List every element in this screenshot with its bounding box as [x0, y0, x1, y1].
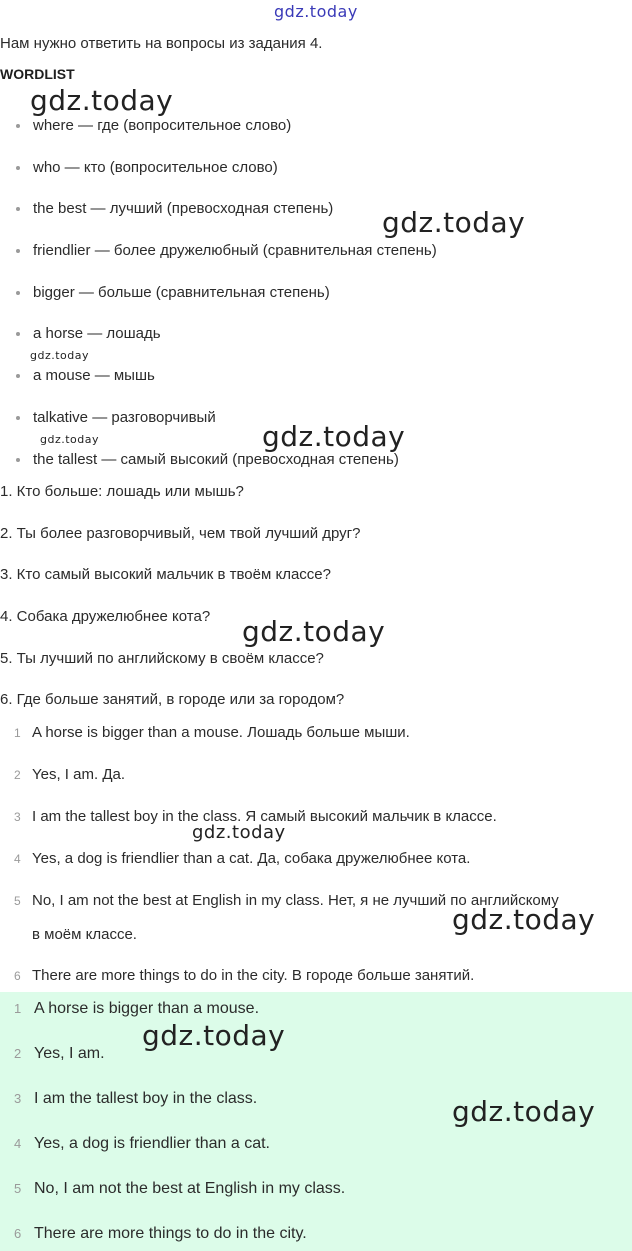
watermark: gdz.today: [142, 1019, 286, 1052]
final-answer-item: 4 Yes, a dog is friendlier than a cat.: [14, 1135, 270, 1152]
bullet-icon: [16, 332, 20, 336]
bullet-icon: [16, 166, 20, 170]
watermark: gdz.today: [30, 84, 174, 117]
final-answer-item: 3 I am the tallest boy in the class.: [14, 1090, 258, 1107]
answer-item: 3 I am the tallest boy in the class. Я самый высокий мальчик в классе.: [14, 808, 497, 825]
question-item: 3. Кто самый высокий мальчик в твоём классе?: [0, 566, 331, 583]
answer-item: 4 Yes, a dog is friendlier than a cat. Да, собака дружелюбнее кота.: [14, 850, 471, 867]
question-item: 1. Кто больше: лошадь или мышь?: [0, 483, 244, 500]
question-item: 4. Собака дружелюбнее кота?: [0, 608, 211, 625]
list-item: who — кто (вопросительное слово): [16, 159, 278, 176]
list-item: friendlier — более дружелюбный (сравнительная степень): [16, 242, 437, 259]
final-answer-item: 5 No, I am not the best at English in my class.: [14, 1180, 346, 1197]
bullet-icon: [16, 207, 20, 211]
answer-item: 1 A horse is bigger than a mouse. Лошадь больше мыши.: [14, 724, 410, 741]
final-answer-item: 1 A horse is bigger than a mouse.: [14, 1000, 260, 1017]
watermark: gdz.today: [242, 615, 386, 648]
watermark: gdz.today: [30, 349, 90, 362]
bullet-icon: [16, 458, 20, 462]
list-item: the tallest — самый высокий (превосходная степень): [16, 451, 399, 468]
bullet-icon: [16, 416, 20, 420]
question-item: 5. Ты лучший по английскому в своём классе?: [0, 650, 324, 667]
watermark: gdz.today: [382, 206, 526, 239]
intro-text: Нам нужно ответить на вопросы из задания 4.: [0, 35, 323, 52]
final-answer-item: 2 Yes, I am.: [14, 1045, 105, 1062]
list-item: where — где (вопросительное слово): [16, 117, 291, 134]
final-answer-item: 6 There are more things to do in the city.: [14, 1225, 307, 1242]
watermark: gdz.today: [40, 433, 100, 446]
wordlist-heading: WORDLIST: [0, 66, 75, 82]
watermark: gdz.today: [452, 903, 596, 936]
list-item: talkative — разговорчивый: [16, 409, 216, 426]
watermark: gdz.today: [452, 1095, 596, 1128]
question-item: 2. Ты более разговорчивый, чем твой лучший друг?: [0, 525, 361, 542]
bullet-icon: [16, 291, 20, 295]
list-item: the best — лучший (превосходная степень): [16, 200, 333, 217]
bullet-icon: [16, 124, 20, 128]
question-item: 6. Где больше занятий, в городе или за городом?: [0, 691, 345, 708]
answer-item: 5 No, I am not the best at English in my class. Нет, я не лучший по английскому: [14, 892, 559, 909]
answer-item: 6 There are more things to do in the city. В городе больше занятий.: [14, 967, 475, 984]
bullet-icon: [16, 374, 20, 378]
watermark-top: gdz.today: [274, 2, 358, 21]
answer-item: 2 Yes, I am. Да.: [14, 766, 125, 783]
bullet-icon: [16, 249, 20, 253]
list-item: a horse — лошадь: [16, 325, 161, 342]
answer-item-continuation: в моём классе.: [32, 926, 137, 943]
list-item: bigger — больше (сравнительная степень): [16, 284, 330, 301]
watermark: gdz.today: [262, 420, 406, 453]
list-item: a mouse — мышь: [16, 367, 155, 384]
watermark: gdz.today: [192, 822, 286, 843]
